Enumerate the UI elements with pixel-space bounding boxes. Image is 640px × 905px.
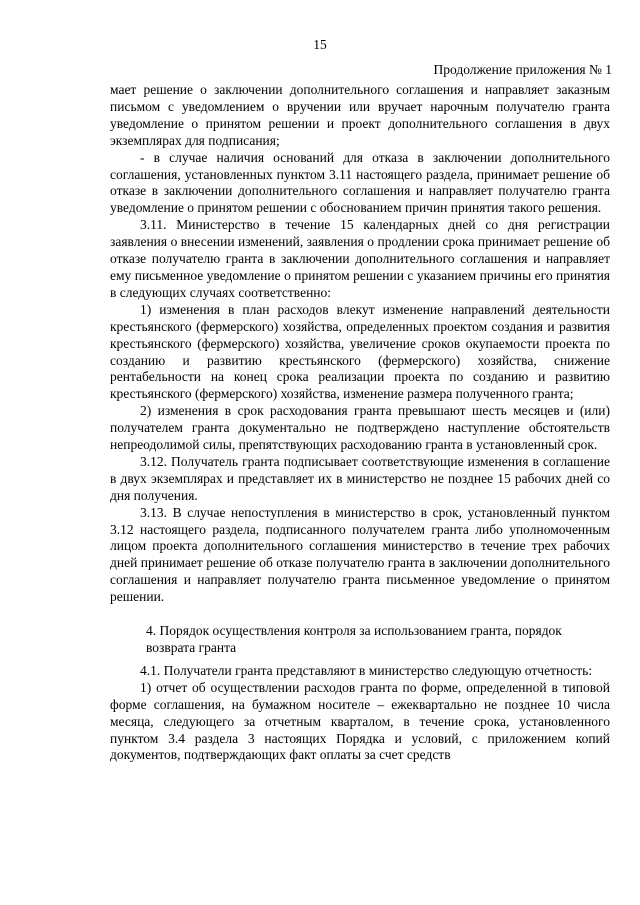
paragraph-continued: мает решение о заключении дополнительного соглашения и направляет заказным письмом с уведомлением о вручении или вручает нарочным получателю гранта уведомление о принятом решении и проект дополнительного соглашения в двух экземплярах для подписания; [110,82,610,148]
section-4-heading: 4. Порядок осуществления контроля за использованием гранта, порядок возврата гранта [146,623,562,655]
appendix-continuation-label: Продолжение приложения № 1 [433,62,612,77]
paragraph-3-11: 3.11. Министерство в течение 15 календарных дней со дня регистрации заявления о внесении изменений, заявления о продлении срока принимает решение об отказе получателю гранта в заключении дополнительного соглашения и направляет ему письменное уведомление о принятом решении с указанием причины его принятия в следующих случаях соответственно: [110,217,610,300]
paragraph-3-13: 3.13. В случае непоступления в министерство в срок, установленный пунктом 3.12 настоящего раздела, подписанного получателем гранта либо уполномоченным лицом проекта дополнительного соглашения министерство в течение трех рабочих дней принимает решение об отказе получателю гранта в заключении дополнительного соглашения и направляет получателю гранта письменное уведомление о принятом решении. [110,504,610,605]
paragraph-3-12: 3.12. Получатель гранта подписывает соответствующие изменения в соглашение в двух экземплярах и представляет их в министерство не позднее 15 рабочих дней со дня получения. [110,453,610,503]
document-body [110,82,610,764]
paragraph-3-11-item-1: 1) изменения в план расходов влекут изменение направлений деятельности крестьянского (фермерского) хозяйства, определенных проектом создания и развития крестьянского (фермерского) хозяйства, увеличение сроков окупаемости проекта по созданию и развитию крестьянского (фермерского) хозяйства, снижение рентабельности на конец срока реализации проекта по созданию и развитию крестьянского (фермерского) хозяйства, изменение размера полученного гранта; [110,301,610,402]
paragraph-refusal-case: - в случае наличия оснований для отказа в заключении дополнительного соглашения, установленных пунктом 3.11 настоящего раздела, принимает решение об отказе в заключении дополнительного соглашения и направляет получателю гранта уведомление о принятом решении с обоснованием причин принятия такого решения. [110,149,610,216]
paragraph-4-1: 4.1. Получатели гранта представляют в министерство следующую отчетность: [140,662,593,678]
page-number: 15 [313,37,327,52]
paragraph-4-1-item-1: 1) отчет об осуществлении расходов гранта по форме, определенной в типовой форме соглашения, на бумажном носителе – ежеквартально не позднее 10 числа месяца, следующего за отчетным кварталом, в течение срока, установленного пунктом 3.4 раздела 3 настоящих Порядка и условий, с приложением копий документов, подтверждающих факт оплаты за счет средств [110,679,610,763]
paragraph-3-11-item-2: 2) изменения в срок расходования гранта превышают шесть месяцев и (или) получателем гранта документально не подтверждено наступление обстоятельств непреодолимой силы, препятствующих расходованию гранта в установленный срок. [110,403,610,453]
